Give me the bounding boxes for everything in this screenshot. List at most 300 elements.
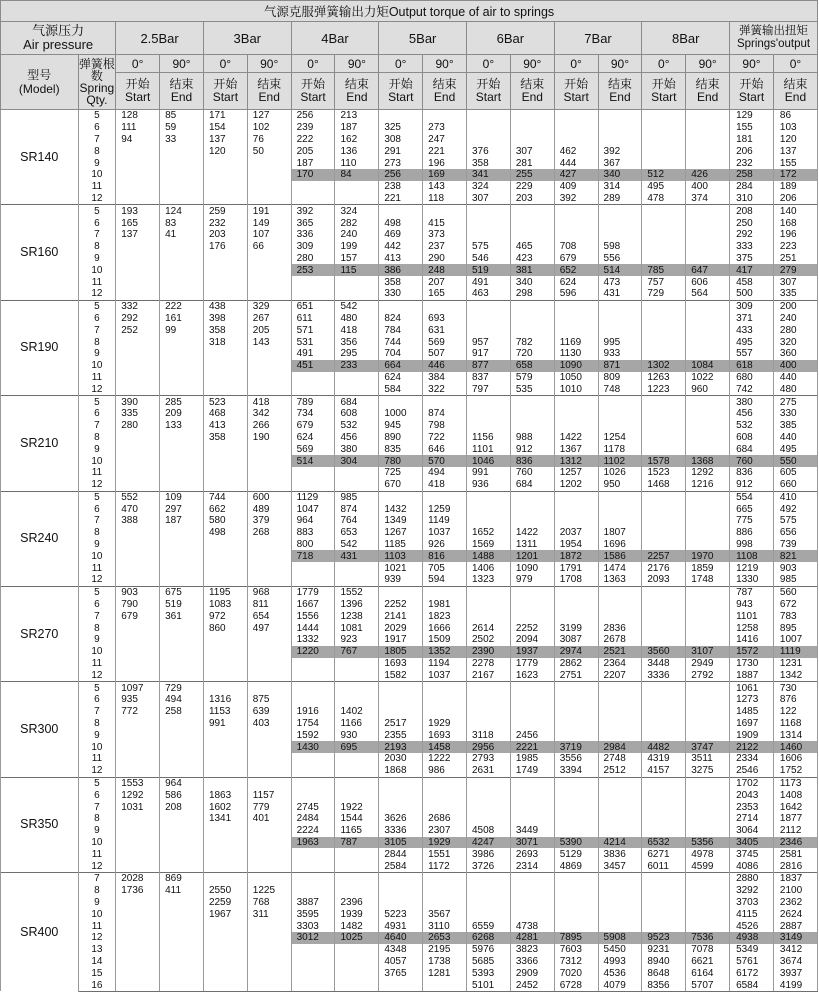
torque-cell <box>203 873 247 885</box>
torque-cell: 4931 <box>379 920 423 932</box>
spring-output-cell: 495 <box>730 336 774 348</box>
start-en: Start <box>563 90 589 104</box>
torque-cell: 209 <box>160 408 204 420</box>
torque-cell: 784 <box>379 324 423 336</box>
torque-cell <box>598 205 642 217</box>
torque-cell: 176 <box>203 241 247 253</box>
torque-cell <box>335 967 379 979</box>
torque-cell: 442 <box>379 241 423 253</box>
torque-cell: 957 <box>467 336 511 348</box>
torque-cell <box>642 217 686 229</box>
torque-cell <box>291 372 335 384</box>
torque-cell <box>160 920 204 932</box>
torque-cell: 606 <box>686 276 730 288</box>
torque-cell <box>642 408 686 420</box>
torque-cell: 653 <box>335 527 379 539</box>
torque-cell: 7312 <box>554 956 598 968</box>
torque-cell <box>116 825 160 837</box>
torque-cell <box>423 979 467 991</box>
spring-output-cell: 739 <box>773 539 817 551</box>
torque-cell: 569 <box>291 443 335 455</box>
spring-output-cell: 1258 <box>730 622 774 634</box>
torque-cell <box>203 157 247 169</box>
start-en: Start <box>651 90 677 104</box>
spring-qty-cell: 5 <box>78 396 116 408</box>
torque-cell: 3823 <box>510 944 554 956</box>
torque-cell: 1578 <box>642 455 686 467</box>
spring-output-cell: 2624 <box>773 908 817 920</box>
torque-cell <box>642 586 686 598</box>
torque-cell: 542 <box>335 539 379 551</box>
torque-cell: 403 <box>247 718 291 730</box>
torque-cell <box>116 932 160 944</box>
torque-cell: 1000 <box>379 408 423 420</box>
torque-cell <box>160 848 204 860</box>
torque-cell <box>686 694 730 706</box>
torque-cell <box>554 324 598 336</box>
spring-output-cell: 618 <box>730 360 774 372</box>
torque-cell: 760 <box>510 467 554 479</box>
torque-cell <box>467 229 511 241</box>
torque-cell <box>116 145 160 157</box>
torque-cell: 800 <box>291 539 335 551</box>
torque-cell <box>116 336 160 348</box>
spring-qty-cell: 10 <box>78 550 116 562</box>
spring-output-cell: 279 <box>773 264 817 276</box>
spring-output-cell: 575 <box>773 515 817 527</box>
torque-cell <box>116 348 160 360</box>
spring-output-cell: 371 <box>730 313 774 325</box>
torque-cell <box>467 873 511 885</box>
torque-cell <box>598 610 642 622</box>
spring-output-cell: 1642 <box>773 801 817 813</box>
torque-cell <box>642 789 686 801</box>
torque-cell <box>510 813 554 825</box>
torque-cell <box>160 253 204 265</box>
torque-cell: 7603 <box>554 944 598 956</box>
spring-output-cell: 417 <box>730 264 774 276</box>
torque-cell <box>116 967 160 979</box>
table-row <box>1 527 818 539</box>
torque-cell <box>467 885 511 897</box>
torque-cell: 571 <box>291 324 335 336</box>
torque-cell <box>554 825 598 837</box>
table-row <box>1 837 818 849</box>
torque-cell <box>116 622 160 634</box>
torque-cell <box>203 550 247 562</box>
torque-cell: 1223 <box>642 383 686 395</box>
torque-cell <box>467 777 511 789</box>
spring-output-cell: 1168 <box>773 718 817 730</box>
torque-cell <box>247 253 291 265</box>
torque-cell <box>379 873 423 885</box>
torque-cell <box>642 813 686 825</box>
torque-cell: 187 <box>160 515 204 527</box>
torque-cell <box>116 741 160 753</box>
torque-cell <box>160 658 204 670</box>
torque-cell <box>116 157 160 169</box>
spring-output-cell: 775 <box>730 515 774 527</box>
spring-output-cell: 440 <box>773 432 817 444</box>
torque-cell <box>247 646 291 658</box>
torque-cell: 3199 <box>554 622 598 634</box>
torque-cell: 2949 <box>686 658 730 670</box>
torque-cell: 191 <box>247 205 291 217</box>
torque-cell: 4536 <box>598 967 642 979</box>
spring-output-cell: 660 <box>773 479 817 491</box>
torque-cell: 322 <box>423 383 467 395</box>
torque-cell: 494 <box>423 467 467 479</box>
table-row <box>1 264 818 276</box>
torque-cell <box>423 873 467 885</box>
torque-cell: 1102 <box>598 455 642 467</box>
angle-90: 90° <box>247 55 291 73</box>
spring-output-cell: 250 <box>730 217 774 229</box>
torque-cell <box>554 801 598 813</box>
torque-cell: 2844 <box>379 848 423 860</box>
torque-cell: 162 <box>335 134 379 146</box>
torque-cell <box>291 682 335 694</box>
torque-cell: 1097 <box>116 682 160 694</box>
table-row <box>1 432 818 444</box>
spring-output-cell: 4526 <box>730 920 774 932</box>
torque-cell <box>203 539 247 551</box>
torque-cell: 2792 <box>686 669 730 681</box>
torque-cell <box>160 825 204 837</box>
spring-qty-cell: 11 <box>78 753 116 765</box>
torque-cell: 4640 <box>379 932 423 944</box>
torque-cell: 789 <box>291 396 335 408</box>
torque-cell: 207 <box>423 276 467 288</box>
spring-output-cell: 742 <box>730 383 774 395</box>
torque-cell <box>598 420 642 432</box>
torque-cell: 1149 <box>423 515 467 527</box>
spring-output-cell: 400 <box>773 360 817 372</box>
table-row <box>1 694 818 706</box>
torque-cell: 314 <box>598 181 642 193</box>
spring-output-cell: 86 <box>773 110 817 122</box>
model-cell: SR210 <box>1 396 79 491</box>
spring-qty-cell: 6 <box>78 503 116 515</box>
torque-cell: 205 <box>247 324 291 336</box>
torque-cell <box>247 181 291 193</box>
spring-qty-cell: 6 <box>78 122 116 134</box>
torque-cell <box>203 562 247 574</box>
air-pressure-cn: 气源压力 <box>32 23 85 38</box>
torque-cell: 1963 <box>291 837 335 849</box>
spring-output-cell: 3674 <box>773 956 817 968</box>
torque-cell: 376 <box>467 145 511 157</box>
table-row <box>1 944 818 956</box>
torque-cell: 128 <box>116 110 160 122</box>
torque-cell <box>510 885 554 897</box>
torque-cell <box>203 169 247 181</box>
torque-cell <box>598 134 642 146</box>
torque-cell <box>116 432 160 444</box>
torque-cell: 392 <box>291 205 335 217</box>
torque-cell: 2029 <box>379 622 423 634</box>
torque-cell: 670 <box>379 479 423 491</box>
torque-cell: 1238 <box>335 610 379 622</box>
table-row <box>1 479 818 491</box>
torque-cell <box>160 432 204 444</box>
torque-cell <box>642 777 686 789</box>
torque-cell <box>554 873 598 885</box>
torque-cell <box>116 193 160 205</box>
torque-cell: 546 <box>467 253 511 265</box>
spring-output-cell: 492 <box>773 503 817 515</box>
torque-cell: 1292 <box>116 789 160 801</box>
torque-cell: 1026 <box>598 467 642 479</box>
torque-cell <box>510 229 554 241</box>
torque-cell <box>642 134 686 146</box>
torque-cell: 232 <box>203 217 247 229</box>
spring-qty-cell: 12 <box>78 932 116 944</box>
torque-cell <box>291 574 335 586</box>
torque-cell <box>247 765 291 777</box>
torque-cell: 324 <box>335 205 379 217</box>
torque-cell: 624 <box>291 432 335 444</box>
table-row <box>1 181 818 193</box>
torque-cell: 1937 <box>510 646 554 658</box>
torque-cell <box>203 383 247 395</box>
torque-cell <box>642 324 686 336</box>
torque-cell: 426 <box>686 169 730 181</box>
model-cell: SR190 <box>1 300 79 395</box>
spring-output-cell: 333 <box>730 241 774 253</box>
spring-qty-cell: 10 <box>78 837 116 849</box>
torque-cell <box>116 360 160 372</box>
table-row <box>1 574 818 586</box>
table-row <box>1 932 818 944</box>
torque-cell: 392 <box>554 193 598 205</box>
spring-output-cell: 240 <box>773 313 817 325</box>
torque-cell: 6164 <box>686 967 730 979</box>
torque-cell <box>116 264 160 276</box>
torque-cell <box>554 920 598 932</box>
end-en: End <box>521 90 543 104</box>
torque-cell: 1254 <box>598 432 642 444</box>
torque-cell <box>598 873 642 885</box>
torque-cell: 639 <box>247 706 291 718</box>
torque-cell <box>554 408 598 420</box>
spring-qty-cell: 7 <box>78 420 116 432</box>
torque-cell <box>116 372 160 384</box>
torque-cell <box>510 706 554 718</box>
torque-cell <box>247 372 291 384</box>
torque-cell <box>642 503 686 515</box>
torque-cell <box>160 539 204 551</box>
torque-cell <box>598 729 642 741</box>
torque-cell <box>554 515 598 527</box>
torque-cell: 196 <box>423 157 467 169</box>
torque-cell: 1556 <box>291 610 335 622</box>
torque-cell <box>379 777 423 789</box>
spring-output-cell: 433 <box>730 324 774 336</box>
spring-output-cell: 1730 <box>730 658 774 670</box>
spring-output-cell: 232 <box>730 157 774 169</box>
table-row <box>1 765 818 777</box>
spring-output-cell: 360 <box>773 348 817 360</box>
table-row <box>1 610 818 622</box>
spring-qty-cell: 5 <box>78 777 116 789</box>
torque-cell: 1468 <box>642 479 686 491</box>
spring-output-cell: 456 <box>730 408 774 420</box>
torque-cell <box>203 765 247 777</box>
torque-cell <box>554 205 598 217</box>
torque-cell <box>247 825 291 837</box>
torque-cell: 307 <box>510 145 554 157</box>
torque-cell: 143 <box>247 336 291 348</box>
spring-output-cell: 557 <box>730 348 774 360</box>
torque-cell: 3457 <box>598 860 642 872</box>
torque-cell <box>203 669 247 681</box>
torque-cell: 358 <box>467 157 511 169</box>
torque-cell <box>642 122 686 134</box>
torque-cell <box>335 694 379 706</box>
spring-qty-cell: 8 <box>78 718 116 730</box>
spring-qty-en2: Qty. <box>86 93 108 107</box>
spring-qty-cell: 11 <box>78 920 116 932</box>
torque-cell: 1323 <box>467 574 511 586</box>
torque-cell <box>247 753 291 765</box>
torque-cell: 340 <box>598 169 642 181</box>
torque-cell: 491 <box>467 276 511 288</box>
torque-cell <box>554 396 598 408</box>
torque-cell: 1216 <box>686 479 730 491</box>
torque-cell <box>160 967 204 979</box>
spring-output-cn: 弹簧输出扭矩 <box>739 25 809 37</box>
torque-cell <box>335 860 379 872</box>
torque-cell: 1693 <box>423 729 467 741</box>
torque-cell: 2093 <box>642 574 686 586</box>
torque-cell <box>116 479 160 491</box>
torque-cell: 4214 <box>598 837 642 849</box>
spring-output-cell: 783 <box>773 610 817 622</box>
torque-cell <box>335 979 379 991</box>
torque-cell <box>379 897 423 909</box>
torque-cell: 111 <box>116 122 160 134</box>
table-row <box>1 634 818 646</box>
torque-cell: 292 <box>116 313 160 325</box>
torque-cell <box>510 313 554 325</box>
torque-cell: 1652 <box>467 527 511 539</box>
torque-cell <box>686 443 730 455</box>
torque-cell <box>423 694 467 706</box>
start-header <box>291 73 335 110</box>
torque-cell: 118 <box>423 193 467 205</box>
torque-cell: 1985 <box>510 753 554 765</box>
torque-cell: 600 <box>247 491 291 503</box>
torque-cell: 5356 <box>686 837 730 849</box>
torque-cell: 1402 <box>335 706 379 718</box>
torque-cell <box>379 205 423 217</box>
torque-cell <box>116 574 160 586</box>
torque-cell: 8356 <box>642 979 686 991</box>
torque-cell <box>686 217 730 229</box>
torque-cell <box>598 718 642 730</box>
table-row <box>1 562 818 574</box>
torque-cell <box>160 145 204 157</box>
start-header <box>379 73 423 110</box>
torque-cell <box>510 718 554 730</box>
torque-cell: 456 <box>335 432 379 444</box>
torque-cell <box>642 539 686 551</box>
torque-cell <box>203 682 247 694</box>
start-en: Start <box>738 90 765 104</box>
torque-cell: 5707 <box>686 979 730 991</box>
torque-cell: 318 <box>203 336 247 348</box>
torque-cell <box>247 837 291 849</box>
torque-cell: 309 <box>291 241 335 253</box>
torque-cell <box>686 539 730 551</box>
spring-qty-cell: 6 <box>78 789 116 801</box>
table-row <box>1 550 818 562</box>
torque-cell <box>423 885 467 897</box>
torque-cell <box>116 813 160 825</box>
torque-cell: 608 <box>335 408 379 420</box>
torque-cell <box>510 586 554 598</box>
torque-cell: 598 <box>598 241 642 253</box>
torque-cell <box>642 515 686 527</box>
torque-cell <box>335 562 379 574</box>
spring-qty-cn: 弹簧根数 <box>78 57 115 83</box>
table-row <box>1 586 818 598</box>
model-cell: SR240 <box>1 491 79 586</box>
torque-cell: 926 <box>423 539 467 551</box>
torque-cell <box>510 205 554 217</box>
torque-cell <box>467 599 511 611</box>
torque-cell: 3765 <box>379 967 423 979</box>
spring-output-cell: 1007 <box>773 634 817 646</box>
torque-cell <box>598 491 642 503</box>
torque-cell: 169 <box>423 169 467 181</box>
table-row <box>1 145 818 157</box>
torque-cell: 1166 <box>335 718 379 730</box>
torque-cell: 1754 <box>291 718 335 730</box>
table-row <box>1 658 818 670</box>
torque-cell <box>247 276 291 288</box>
torque-cell <box>335 383 379 395</box>
spring-output-cell: 375 <box>730 253 774 265</box>
torque-cell <box>686 336 730 348</box>
spring-qty-cell: 5 <box>78 682 116 694</box>
torque-cell: 874 <box>335 503 379 515</box>
torque-cell <box>160 348 204 360</box>
torque-cell <box>642 610 686 622</box>
torque-cell: 1021 <box>379 562 423 574</box>
torque-cell <box>116 169 160 181</box>
spring-output-cell: 4086 <box>730 860 774 872</box>
torque-cell <box>160 455 204 467</box>
spring-output-cell: 3064 <box>730 825 774 837</box>
torque-cell: 7895 <box>554 932 598 944</box>
torque-cell: 651 <box>291 300 335 312</box>
spring-qty-cell: 9 <box>78 634 116 646</box>
torque-cell <box>291 789 335 801</box>
torque-cell: 2094 <box>510 634 554 646</box>
torque-cell: 83 <box>160 217 204 229</box>
torque-cell: 187 <box>291 157 335 169</box>
torque-cell: 291 <box>379 145 423 157</box>
torque-cell <box>642 336 686 348</box>
torque-cell: 124 <box>160 205 204 217</box>
end-header <box>335 73 379 110</box>
table-body <box>1 110 818 992</box>
end-cn: 结束 <box>783 77 808 91</box>
torque-cell <box>642 396 686 408</box>
spring-output-cell: 292 <box>730 229 774 241</box>
